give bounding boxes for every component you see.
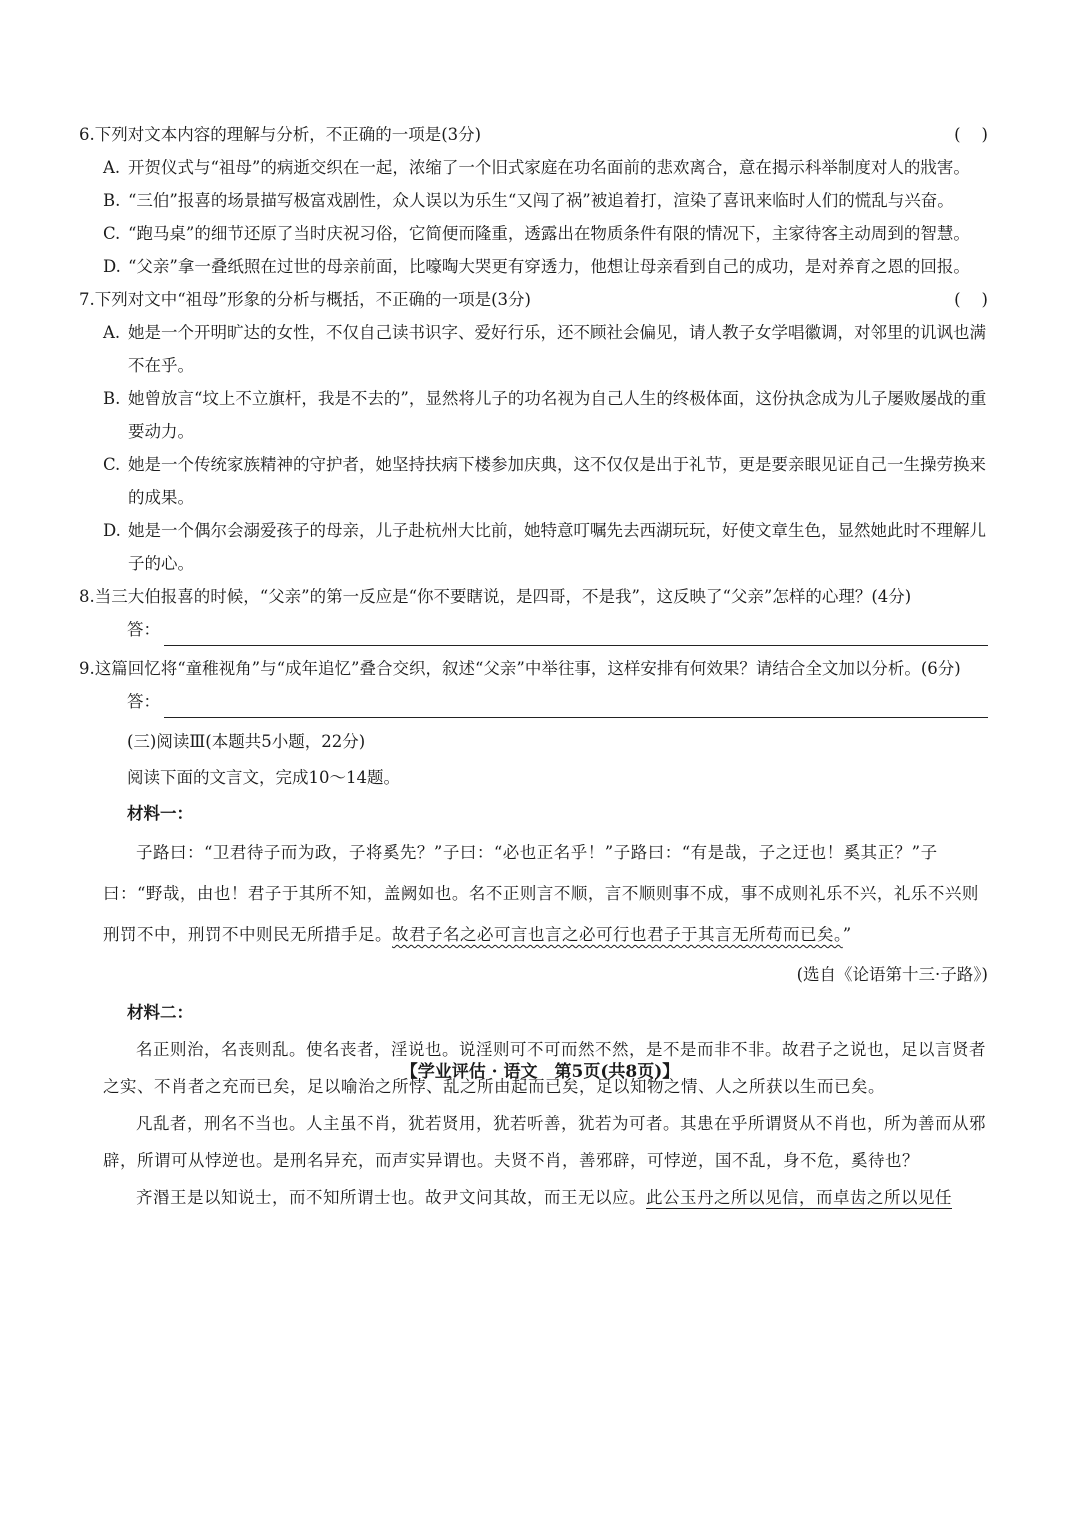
paragraph-3-text: 齐湣王是以知说士，而不知所谓士也。故尹文问其故，而王无以应。 [136, 1188, 646, 1207]
option-text: “父亲”拿一叠纸照在过世的母亲前面，比嚎啕大哭更有穿透力，他想让母亲看到自己的成功，是对养育之恩的回报。 [128, 257, 970, 276]
material-1-text [103, 832, 988, 955]
question-8 [79, 580, 988, 646]
material-1-source: (选自《论语第十三·子路》) [796, 965, 988, 984]
option-text: 她是一个传统家族精神的守护者，她坚持扶病下楼参加庆典，这不仅仅是出于礼节，更是要亲眼见证自己一生操劳换来的成果。 [128, 455, 986, 507]
option-letter: C. [103, 224, 121, 243]
option-letter: D. [103, 521, 121, 540]
option-letter: B. [103, 389, 121, 408]
option-d [103, 250, 988, 283]
section-title: (三)阅读Ⅲ(本题共5小题，22分) [127, 732, 366, 751]
option-c [103, 448, 988, 514]
question-6 [79, 118, 988, 283]
closing-quote: ” [842, 925, 852, 944]
option-b [103, 382, 988, 448]
option-text: 她曾放言“坟上不立旗杆，我是不去的”，显然将儿子的功名视为自己人生的终极体面，这份执念成为儿子屡败屡战的重要动力。 [128, 389, 987, 441]
option-letter: D. [103, 257, 121, 276]
question-7 [79, 283, 988, 580]
option-letter: C. [103, 455, 121, 474]
answer-bracket: ( ) [954, 290, 988, 309]
material-2-paragraph-1: 名正则治，名丧则乱。使名丧者，淫说也。说淫则可不可而然不然，是不是而非不非。故君子之说也，足以言贤者之实、不肖者之充而已矣，足以喻治之所悖、乱之所由起而已矣，足以知物之情、人之所获以生而已矣。 [103, 1040, 986, 1096]
material-1-heading: 材料一： [127, 804, 193, 823]
option-d [103, 514, 988, 580]
question-6-stem: 6.下列对文本内容的理解与分析，不正确的一项是(3分) [79, 125, 482, 144]
option-b [103, 184, 988, 217]
answer-bracket: ( ) [954, 125, 988, 144]
option-text: 她是一个开明旷达的女性，不仅自己读书识字、爱好行乐，还不顾社会偏见，请人教子女学唱徽调，对邻里的讥讽也满不在乎。 [128, 323, 986, 375]
answer-label: 答： [127, 692, 160, 711]
question-7-stem: 7.下列对文中“祖母”形象的分析与概括，不正确的一项是(3分) [79, 290, 531, 309]
page-footer: 【学业评估 · 语文 第5页(共8页)】 [400, 1062, 680, 1082]
question-9 [79, 652, 988, 718]
material-2-paragraph-3 [103, 1179, 988, 1216]
question-8-stem: 8.当三大伯报喜的时候，“父亲”的第一反应是“你不要瞎说，是四哥，不是我”，这反映了“父亲”怎样的心理？(4分) [79, 587, 912, 606]
option-letter: B. [103, 191, 121, 210]
wavy-underlined-sentence: 故君子名之必可言也言之必可行也君子于其言无所苟而已矣。 [392, 925, 843, 944]
option-text: 开贺仪式与“祖母”的病逝交织在一起，浓缩了一个旧式家庭在功名面前的悲欢离合，意在揭示科举制度对人的戕害。 [128, 158, 970, 177]
option-letter: A. [103, 323, 121, 342]
answer-line[interactable] [164, 623, 988, 646]
material-2-heading: 材料二： [127, 1003, 193, 1022]
answer-label: 答： [127, 620, 160, 639]
underlined-sentence: 此公玉丹之所以见信，而卓齿之所以见任 [646, 1188, 952, 1207]
question-9-stem: 9.这篇回忆将“童稚视角”与“成年追忆”叠合交织，叙述“父亲”中举往事，这样安排有何效果？请结合全文加以分析。(6分) [79, 659, 961, 678]
material-1-body: 子路曰：“卫君待子而为政，子将奚先？”子曰：“必也正名乎！”子路曰：“有是哉，子之迂也！奚其正？”子曰：“野哉，由也！君子于其所不知，盖阙如也。名不正则言不顺，言不顺则事不成，事不成则礼乐不兴，礼乐不兴则刑罚不中，刑罚不中则民无所措手足。 [103, 843, 979, 944]
section-instruction: 阅读下面的文言文，完成10～14题。 [127, 768, 400, 787]
option-text: “跑马桌”的细节还原了当时庆祝习俗，它简便而隆重，透露出在物质条件有限的情况下，主家待客主动周到的智慧。 [128, 224, 970, 243]
answer-area[interactable] [103, 613, 988, 646]
option-letter: A. [103, 158, 121, 177]
answer-line[interactable] [164, 695, 988, 718]
option-text: “三伯”报喜的场景描写极富戏剧性，众人误以为乐生“又闯了祸”被追着打，渲染了喜讯来临时人们的慌乱与兴奋。 [128, 191, 954, 210]
option-a [103, 316, 988, 382]
option-text: 她是一个偶尔会溺爱孩子的母亲，儿子赴杭州大比前，她特意叮嘱先去西湖玩玩，好使文章生色，显然她此时不理解儿子的心。 [128, 521, 986, 573]
answer-area[interactable] [103, 685, 988, 718]
material-2-paragraph-2: 凡乱者，刑名不当也。人主虽不肖，犹若贤用，犹若听善，犹若为可者。其患在乎所谓贤从不肖也，所为善而从邪辟，所谓可从悖逆也。是刑名异充，而声实异谓也。夫贤不肖，善邪辟，可悖逆，国不乱，身不危，奚待也？ [103, 1114, 986, 1170]
option-c [103, 217, 988, 250]
option-a [103, 151, 988, 184]
